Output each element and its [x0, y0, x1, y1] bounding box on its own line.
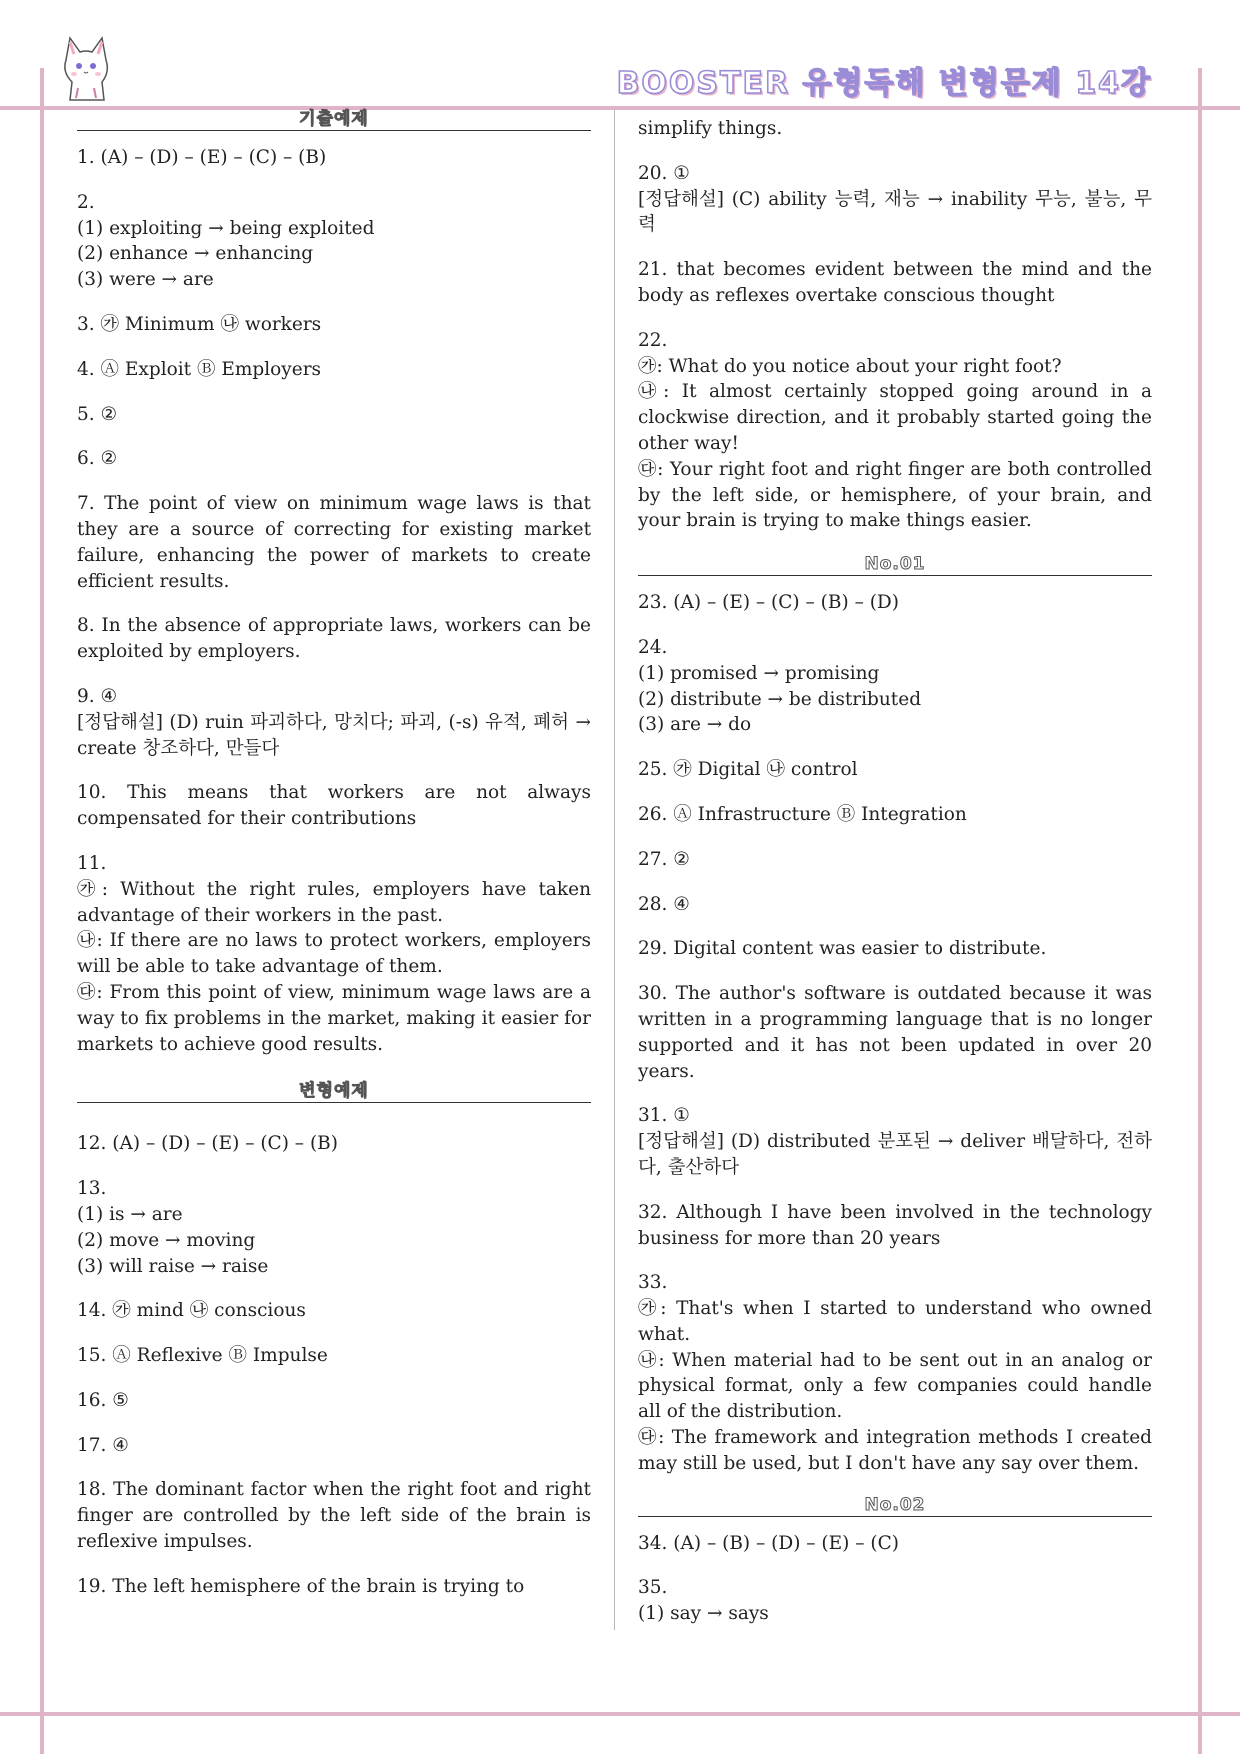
section-title-past-exam: 기출예제: [77, 104, 591, 131]
answer-line: [정답해설] (D) ruin 파괴하다, 망치다; 파괴, (-s) 유적, 폐허 → create 창조하다, 만들다: [77, 711, 591, 759]
left-column: [77, 109, 591, 1619]
answer-line: (1) promised → promising: [638, 662, 880, 684]
answer-line: 8. In the absence of appropriate laws, workers can be exploited by employers.: [77, 615, 591, 663]
answer-line: 34. (A) – (B) – (D) – (E) – (C): [638, 1532, 899, 1554]
answer-item: [638, 161, 1152, 238]
answer-line: 23. (A) – (E) – (C) – (B) – (D): [638, 592, 899, 614]
answer-line: 9. ④: [77, 685, 118, 707]
answer-item: [638, 936, 1152, 962]
answer-item: [638, 1575, 1152, 1627]
answer-line: (1) is → are: [77, 1203, 183, 1225]
answer-item: [638, 847, 1152, 873]
answer-line: 21. that becomes evident between the mind and the body as reflexes overtake conscious thought: [638, 259, 1152, 306]
answer-item: [77, 1343, 591, 1369]
answer-line: 33.: [638, 1272, 668, 1294]
answer-item: [77, 190, 591, 293]
frame-bottom-line: [0, 1712, 1240, 1716]
answer-line: (1) say → says: [638, 1603, 769, 1625]
answer-line: (2) enhance → enhancing: [77, 243, 314, 265]
answer-item: [77, 613, 591, 665]
page-title: BOOSTER 유형독해 변형문제 14강: [616, 66, 1152, 101]
answer-item: [638, 802, 1152, 828]
answer-line: 27. ②: [638, 848, 690, 870]
answer-line: ㉮: That's when I started to understand who owned what.: [638, 1298, 1152, 1345]
answer-item: [638, 757, 1152, 783]
answer-item: [77, 446, 591, 472]
answer-line: 25. ㉮ Digital ㉯ control: [638, 759, 858, 781]
answer-line: 31. ①: [638, 1105, 690, 1127]
answer-item: [638, 116, 1152, 142]
frame-right-line: [1198, 68, 1202, 1754]
answer-item: [77, 1574, 591, 1600]
answer-item: [77, 851, 591, 1057]
answer-line: ㉰: Your right foot and right finger are both controlled by the left side, or hemisphere, of your brain, and your brain is trying to make things easier.: [638, 458, 1152, 532]
answer-list: [638, 116, 1152, 534]
answer-line: ㉯: If there are no laws to protect workers, employers will be able to take advantage of them.: [77, 930, 591, 978]
answer-line: 28. ④: [638, 893, 690, 915]
answer-line: 29. Digital content was easier to distribute.: [638, 938, 1047, 960]
answer-item: [638, 1200, 1152, 1252]
answer-item: [77, 1298, 591, 1324]
answer-item: [638, 635, 1152, 738]
answer-item: [77, 491, 591, 594]
answer-line: 1. (A) – (D) – (E) – (C) – (B): [77, 147, 327, 168]
answer-line: 2.: [77, 191, 95, 213]
section-title-no02: No.02: [638, 1490, 1152, 1517]
answer-item: [638, 1103, 1152, 1180]
answer-item: [77, 312, 591, 338]
answer-item: [638, 1270, 1152, 1476]
answer-line: 32. Although I have been involved in the technology business for more than 20 years: [638, 1201, 1152, 1249]
column-divider: [614, 110, 615, 1630]
answer-list: [77, 1131, 591, 1599]
answer-line: 20. ①: [638, 162, 690, 184]
answer-item: [77, 1433, 591, 1459]
answer-item: [77, 145, 591, 171]
answer-line: 13.: [77, 1178, 107, 1200]
answer-item: [638, 892, 1152, 918]
answer-line: 26. Ⓐ Infrastructure Ⓑ Integration: [638, 803, 967, 825]
answer-item: [77, 1388, 591, 1414]
answer-line: [정답해설] (C) ability 능력, 재능 → inability 무능, 불능, 무력: [638, 188, 1152, 236]
answer-line: 18. The dominant factor when the right foot and right finger are controlled by the left side of the brain is reflexive impulses.: [77, 1479, 591, 1553]
answer-line: (2) distribute → be distributed: [638, 688, 922, 710]
answer-line: 35.: [638, 1577, 668, 1599]
answer-item: [638, 257, 1152, 309]
answer-line: 19. The left hemisphere of the brain is trying to: [77, 1575, 525, 1597]
answer-item: [77, 1131, 591, 1157]
answer-item: [77, 780, 591, 832]
cat-icon: [56, 32, 116, 104]
right-column: [638, 116, 1152, 1646]
answer-line: (3) will raise → raise: [77, 1255, 269, 1277]
answer-line: 4. Ⓐ Exploit Ⓑ Employers: [77, 358, 322, 380]
answer-list: [638, 590, 1152, 1477]
answer-line: ㉮: Without the right rules, employers have taken advantage of their workers in the past.: [77, 878, 591, 926]
answer-line: ㉯: When material had to be sent out in an analog or physical format, only a few companies could handle all of the distribution.: [638, 1349, 1152, 1423]
answer-line: ㉮: What do you notice about your right foot?: [638, 355, 1062, 377]
section-title-variant: 변형예제: [77, 1076, 591, 1103]
answer-line: 5. ②: [77, 403, 118, 425]
answer-line: (3) were → are: [77, 269, 214, 291]
answer-line: ㉰: From this point of view, minimum wage laws are a way to fix problems in the market, making it easier for markets to achieve good results.: [77, 981, 591, 1055]
answer-line: 7. The point of view on minimum wage laws is that they are a source of correcting for existing market failure, enhancing the power of markets to create efficient results.: [77, 493, 591, 592]
answer-list: [77, 145, 591, 1057]
answer-line: simplify things.: [638, 118, 783, 139]
answer-line: (2) move → moving: [77, 1229, 256, 1251]
answer-line: ㉰: The framework and integration methods I created may still be used, but I don't have any say over them.: [638, 1427, 1152, 1474]
answer-line: 14. ㉮ mind ㉯ conscious: [77, 1300, 306, 1322]
answer-line: (3) are → do: [638, 714, 752, 736]
answer-item: [77, 1477, 591, 1554]
answer-line: ㉯: It almost certainly stopped going around in a clockwise direction, and it probably started going the other way!: [638, 381, 1152, 454]
answer-item: [77, 684, 591, 761]
answer-item: [638, 981, 1152, 1084]
answer-line: 17. ④: [77, 1434, 129, 1456]
answer-line: (1) exploiting → being exploited: [77, 217, 375, 239]
answer-line: 16. ⑤: [77, 1389, 129, 1411]
answer-list: [638, 1531, 1152, 1627]
answer-line: 30. The author's software is outdated because it was written in a programming language that is no longer supported and it has not been updated in over 20 years.: [638, 983, 1152, 1082]
answer-line: 24.: [638, 636, 668, 658]
answer-line: [정답해설] (D) distributed 분포된 → deliver 배달하다, 전하다, 출산하다: [638, 1131, 1152, 1178]
answer-line: 3. ㉮ Minimum ㉯ workers: [77, 313, 322, 335]
answer-line: 11.: [77, 852, 107, 874]
answer-line: 15. Ⓐ Reflexive Ⓑ Impulse: [77, 1345, 328, 1367]
answer-line: 6. ②: [77, 448, 118, 470]
answer-line: 12. (A) – (D) – (E) – (C) – (B): [77, 1133, 338, 1155]
answer-item: [638, 1531, 1152, 1557]
answer-item: [77, 357, 591, 383]
section-title-no01: No.01: [638, 549, 1152, 576]
answer-item: [77, 1176, 591, 1279]
frame-left-line: [40, 68, 44, 1754]
answer-item: [638, 590, 1152, 616]
answer-line: 10. This means that workers are not always compensated for their contributions: [77, 782, 591, 830]
answer-line: 22.: [638, 329, 668, 351]
answer-item: [638, 328, 1152, 534]
answer-item: [77, 402, 591, 428]
